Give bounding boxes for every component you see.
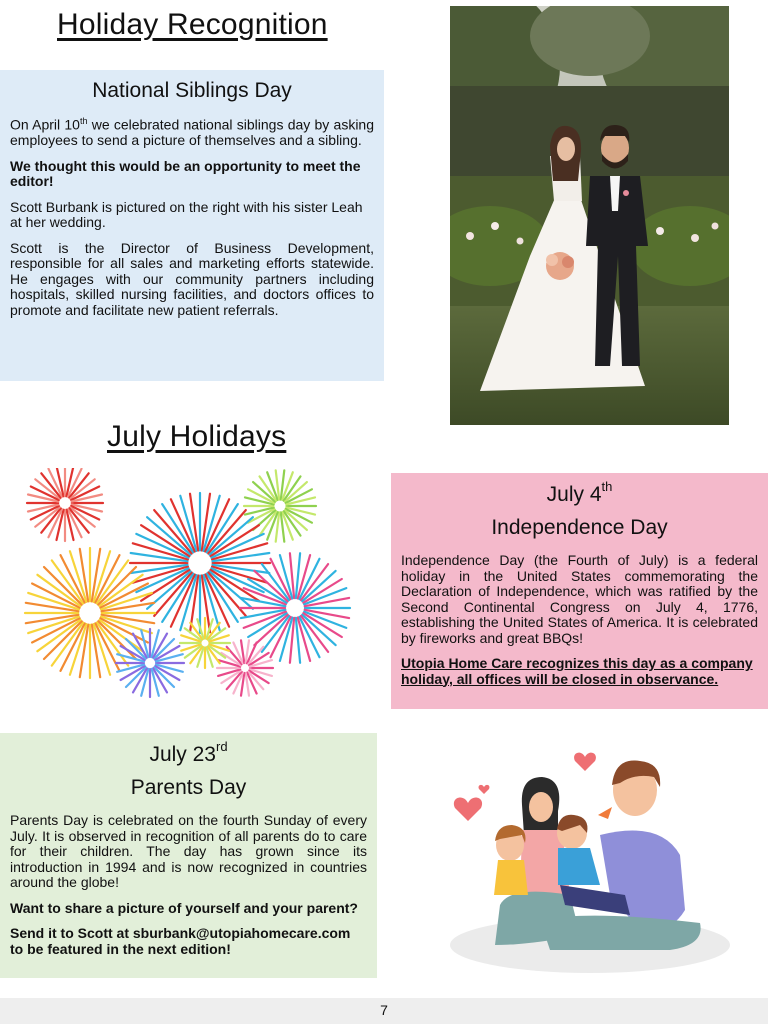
heart-icon [574,753,596,771]
siblings-day-title: National Siblings Day [92,79,292,102]
independence-day-title: Independence Day [491,516,668,539]
holiday-recognition-heading: Holiday Recognition [57,8,328,41]
page-footer [0,998,768,1024]
july-holidays-heading: July Holidays [107,420,287,453]
scott-bio-paragraph: Scott is the Director of Business Development, responsible for all sales and marketing efforts statewide. He engages with our community partners including hospitals, skilled nursing facilities, and doctors offices to promote and facilitate new patient referrals. [10,239,374,318]
parents-day-body: Parents Day is celebrated on the fourth Sunday of every July. It is observed in recognition of all parents do to care for their children. The day has grown since its introduction in 1994 and is now recognized in countries around the globe! [10,812,367,890]
parents-day-date: July 23rd [149,739,228,766]
siblings-intro-paragraph: On April 10th we celebrated national siblings day by asking employees to send a picture of themselves and a sibling. [10,116,374,149]
share-picture-question: Want to share a picture of yourself and your parent? [10,899,358,916]
wedding-photo [450,6,729,425]
parents-day-box [0,733,377,978]
family-illustration [440,745,740,980]
heart-icon [454,798,482,821]
independence-day-box [391,473,768,709]
office-closure-notice: Utopia Home Care recognizes this day as a company holiday, all offices will be closed in observance. [401,655,753,687]
independence-day-date: July 4th [546,479,613,506]
independence-day-body: Independence Day (the Fourth of July) is a federal holiday in the United States commemorating the Declaration of Independence, which was ratified by the Second Continental Congress on July 4, 1776, establishing the United States of America. It is celebrated by fireworks and great BBQs! [401,552,758,646]
fireworks-illustration [20,468,365,700]
parents-day-title: Parents Day [130,776,247,799]
siblings-day-box [0,70,384,381]
send-picture-cta: Send it to Scott at sburbank@utopiahomecare.com to be featured in the next edition! [10,925,351,957]
heart-icon [479,785,490,794]
meet-editor-paragraph: We thought this would be an opportunity to meet the editor! [10,157,361,190]
scott-pictured-paragraph: Scott Burbank is pictured on the right with his sister Leah at her wedding. [10,198,363,231]
page-number: 7 [380,1002,388,1018]
